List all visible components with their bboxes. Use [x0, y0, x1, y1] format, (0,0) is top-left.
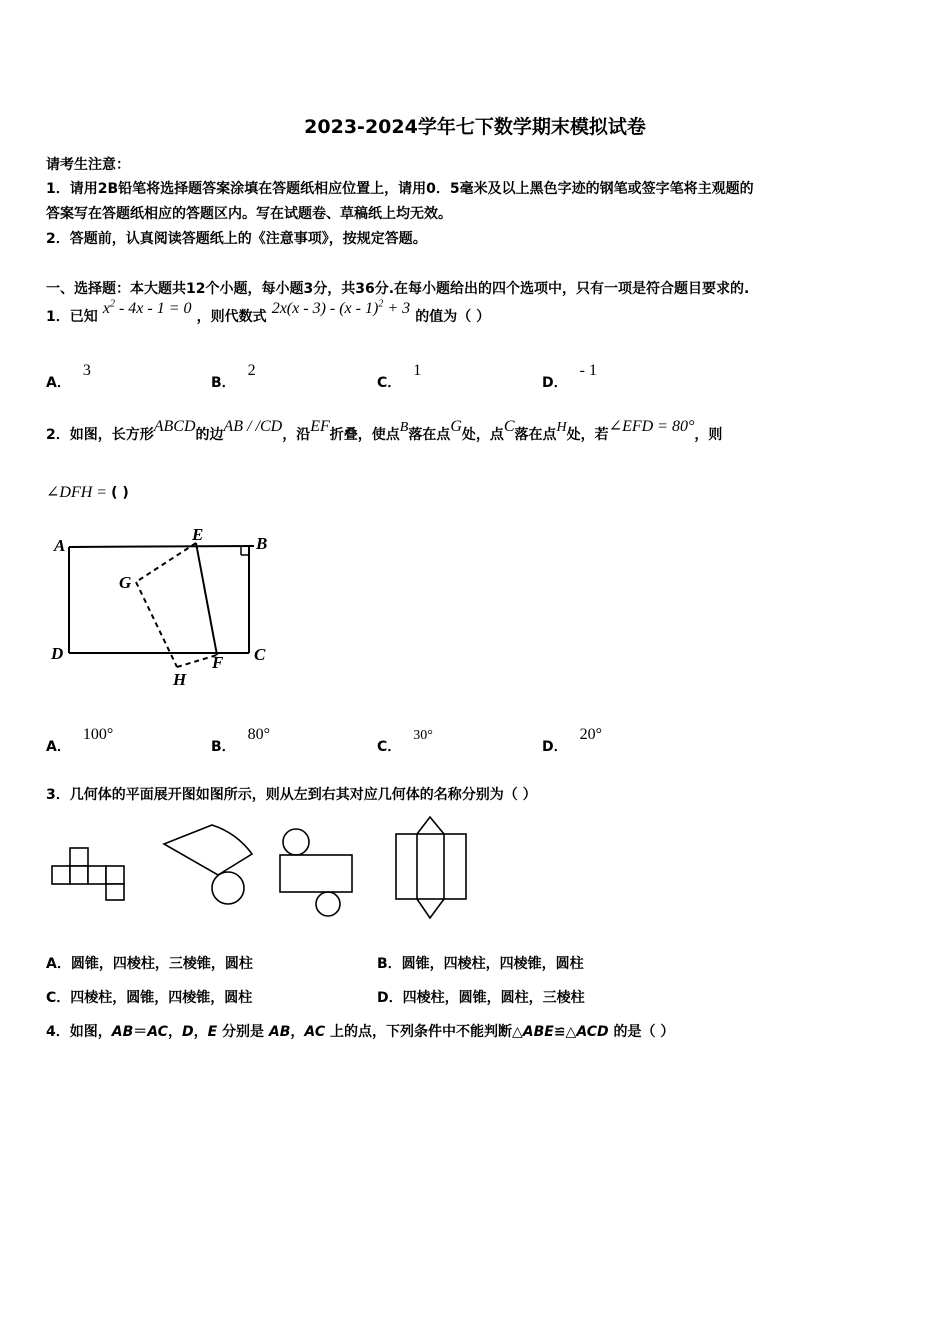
q1-expr-rest: + 3	[383, 300, 411, 317]
question-3: 3．几何体的平面展开图如图所示，则从左到右其对应几何体的名称分别为（ ）	[46, 787, 537, 803]
option-label: C．	[377, 375, 402, 391]
q2-math: G	[450, 418, 462, 435]
q4-text: ≌△	[553, 1024, 577, 1040]
q3-option-a[interactable]	[46, 953, 253, 973]
q1-option-b[interactable]	[211, 360, 256, 391]
q2-figure	[44, 522, 284, 698]
q4-text: 分别是	[217, 1024, 269, 1040]
q3-option-c[interactable]	[46, 987, 252, 1007]
option-label: A．	[46, 956, 71, 972]
q4-text: ，	[167, 1024, 182, 1040]
q4-text: ，	[290, 1024, 305, 1040]
option-label: D．	[542, 375, 568, 391]
question-4	[46, 1021, 674, 1041]
q4-text: ＝	[133, 1024, 148, 1040]
q1-expr-sup: 2	[378, 298, 384, 310]
q2-ask	[46, 482, 129, 502]
q4-math: E	[207, 1024, 218, 1040]
q2-math: C	[503, 418, 515, 435]
q2-math: ∠EFD = 80°	[608, 418, 695, 435]
q1-expr-base: 2x(x - 3) - (x - 1)	[271, 300, 379, 317]
option-value: 圆锥，四棱柱，三棱锥，圆柱	[70, 956, 253, 972]
q1-eq-sup: 2	[109, 298, 115, 310]
option-label: B．	[211, 375, 236, 391]
dashed-hf	[177, 655, 217, 667]
page-title: 2023-2024学年七下数学期末模拟试卷	[304, 116, 646, 138]
option-value: 1	[413, 362, 422, 379]
q2-text: ，沿	[282, 427, 311, 443]
edge-ab	[69, 546, 254, 547]
q2-text: 处，点	[461, 427, 504, 443]
option-label: B．	[377, 956, 402, 972]
section-heading: 一、选择题：本大题共12个小题，每小题3分，共36分.在每小题给出的四个选项中，只有一项是符合题目要求的.	[46, 281, 750, 297]
q2-math: B	[399, 420, 409, 435]
q4-text: 的是（ ）	[608, 1024, 675, 1040]
label-b: B	[256, 534, 268, 553]
notice-line-2: 答案写在答题纸相应的答题区内。写在试题卷、草稿纸上均无效。	[46, 206, 452, 222]
q2-math: H	[556, 420, 567, 435]
q2-math: ABCD	[153, 418, 196, 435]
option-value: 圆锥，四棱柱，四棱锥，圆柱	[401, 956, 584, 972]
label-c: C	[254, 645, 266, 664]
q1-option-a[interactable]	[46, 360, 91, 391]
option-value: 四棱柱，圆锥，圆柱，三棱柱	[402, 990, 585, 1006]
q4-math: AB	[111, 1024, 134, 1040]
notice-heading: 请考生注意：	[46, 157, 130, 173]
q1-prefix: 1．已知	[46, 309, 98, 325]
q2-option-c[interactable]	[377, 724, 433, 755]
q1-mid: ，则代数式	[196, 309, 267, 325]
dashed-gh	[136, 582, 177, 667]
option-label: C．	[46, 990, 71, 1006]
label-e: E	[192, 525, 204, 544]
q1-eq-rest: - 4x - 1 = 0	[114, 300, 192, 317]
q3-net-prism	[392, 814, 472, 922]
option-value: 100°	[82, 726, 114, 743]
q1-equation	[103, 300, 192, 317]
option-value: 3	[82, 362, 91, 379]
option-value: 2	[247, 362, 256, 379]
q2-option-b[interactable]	[211, 724, 271, 755]
q2-text: 的边	[195, 427, 224, 443]
q3-net-cylinder	[274, 826, 358, 920]
q2-text: ，则	[694, 427, 723, 443]
label-a: A	[54, 536, 66, 555]
notice-line-1: 1．请用2B铅笔将选择题答案涂填在答题纸相应位置上，请用0．5毫米及以上黑色字迹的钢笔或签字笔将主观题的	[46, 181, 754, 197]
notice-line-3: 2．答题前，认真阅读答题纸上的《注意事项》，按规定答题。	[46, 231, 427, 247]
q4-math: AC	[304, 1024, 326, 1040]
q1-option-d[interactable]	[542, 360, 597, 391]
option-value: - 1	[579, 362, 597, 379]
q3-net-cube	[50, 846, 130, 902]
q4-math: AB	[268, 1024, 291, 1040]
option-value: 80°	[247, 726, 271, 743]
option-label: D．	[377, 990, 403, 1006]
q4-math: D	[181, 1024, 194, 1040]
option-label: A．	[46, 739, 71, 755]
q4-math: AC	[147, 1024, 168, 1040]
q2-option-a[interactable]	[46, 724, 114, 755]
q4-math: ABE	[522, 1024, 554, 1040]
q2-text: 落在点	[408, 427, 451, 443]
q1-option-c[interactable]	[377, 360, 422, 391]
option-label: B．	[211, 739, 236, 755]
dashed-eg	[136, 543, 196, 582]
fold-line-ef	[196, 543, 217, 655]
q2-text: 处，若	[566, 427, 609, 443]
q3-option-d[interactable]	[377, 987, 585, 1007]
q4-text: 上的点，下列条件中不能判断△	[325, 1024, 523, 1040]
q2-option-d[interactable]	[542, 724, 603, 755]
option-value: 20°	[579, 726, 603, 743]
q2-ask-angle: ∠DFH =	[46, 484, 112, 501]
option-label: D．	[542, 739, 568, 755]
q2-text: 落在点	[514, 427, 557, 443]
q3-option-b[interactable]	[377, 953, 584, 973]
q2-text: 2．如图，长方形	[46, 427, 154, 443]
option-label: C．	[377, 739, 402, 755]
label-f: F	[212, 653, 224, 672]
q2-math: EF	[310, 418, 330, 435]
q1-eq-base: x	[102, 300, 110, 317]
option-value: 四棱柱，圆锥，四棱锥，圆柱	[70, 990, 253, 1006]
label-h: H	[173, 670, 187, 689]
q4-math: ACD	[576, 1024, 609, 1040]
label-g: G	[119, 573, 132, 592]
q3-net-cone	[160, 820, 260, 908]
q2-math: AB / /CD	[223, 418, 283, 435]
q2-ask-paren: ( )	[111, 485, 129, 501]
q1-suffix: 的值为（ ）	[415, 309, 491, 325]
question-2	[46, 418, 723, 444]
q4-text: 4．如图，	[46, 1024, 112, 1040]
question-1	[46, 298, 491, 326]
label-d: D	[51, 644, 64, 663]
q2-text: 折叠，使点	[329, 427, 400, 443]
option-label: A．	[46, 375, 71, 391]
q1-expression	[272, 300, 410, 317]
option-value: 30°	[413, 728, 433, 743]
q4-text: ，	[193, 1024, 208, 1040]
